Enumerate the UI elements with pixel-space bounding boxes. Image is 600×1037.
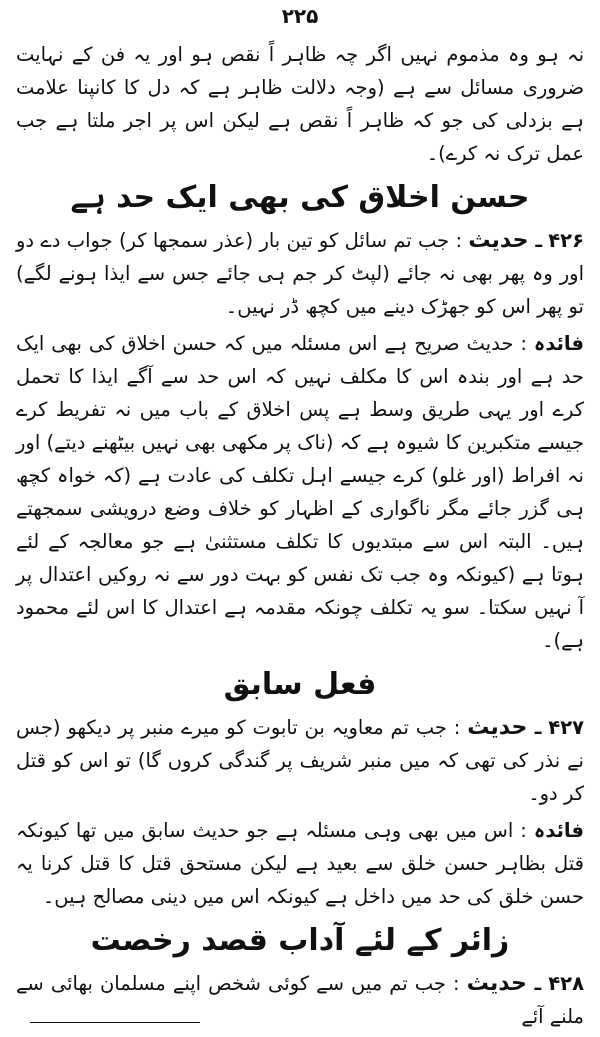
faida-label: فائدہ bbox=[533, 819, 584, 842]
page-body bbox=[16, 38, 584, 1037]
hadith-text: : جب تم معاویہ بن تابوت کو میرے منبر پر دیکھو (جس نے نذر کی تھی کہ میں منبر شریف پر گندگی کروں گا) تو اس کو قتل کر دو۔ bbox=[16, 716, 584, 805]
paragraph-text: نہ ہو وہ مذموم نہیں اگر چہ ظاہر اً نقص ہو اور یہ فن کے نہایت ضروری مسائل سے ہے (وجہ دلالت ظاہر ہے کہ دل کا کانپنا علامت ہے بزدلی کی جو کہ ظاہر اً نقص ہے لیکن اس پر اجر ملتا ہے جب عمل ترک نہ کرے)۔ bbox=[16, 43, 584, 165]
faida-1 bbox=[16, 327, 584, 657]
page-number: ۲۲۵ bbox=[281, 4, 319, 28]
section-heading-husn-akhlaq: حسن اخلاق کی بھی ایک حد ہے bbox=[70, 180, 530, 215]
hadith-label: حدیث bbox=[466, 971, 527, 996]
hadith-427: ۴۲۷ ـ حدیث : جب تم معاویہ بن تابوت کو میرے منبر پر دیکھو (جس نے نذر کی تھی کہ میں منبر شریف پر گندگی کروں گا) تو اس کو قتل کر دو۔ bbox=[16, 715, 585, 805]
hadith-number: ۴۲۷ bbox=[548, 716, 585, 739]
hadith-text: : جب تم میں سے کوئی شخص اپنے مسلمان بھائی سے ملنے آئے bbox=[16, 972, 584, 1028]
hadith-label: حدیث bbox=[467, 715, 528, 740]
hadith-text: : جب تم سائل کو تین بار (عذر سمجھا کر) جواب دے دو اور وہ پھر بھی نہ جائے (لپٹ کر جم ہی جائے جس سے ایذا ہونے لگے) تو پھر اس کو جھڑک دینے میں کچھ ڈر نہیں۔ bbox=[16, 229, 584, 318]
section-heading-fel-sabiq: فعل سابق bbox=[223, 667, 377, 702]
faida-label: فائدہ bbox=[533, 332, 584, 355]
hadith-426: ۴۲۶ ـ حدیث : جب تم سائل کو تین بار (عذر سمجھا کر) جواب دے دو اور وہ پھر بھی نہ جائے (لپٹ کر جم ہی جائے جس سے ایذا ہونے لگے) تو پھر اس کو جھڑک دینے میں کچھ ڈر نہیں۔ bbox=[16, 228, 584, 318]
faida-2 bbox=[16, 814, 584, 913]
hadith-label: حدیث bbox=[468, 228, 529, 253]
hadith-number: ۴۲۶ bbox=[548, 229, 584, 252]
hadith-428: ۴۲۸ ـ حدیث : جب تم میں سے کوئی شخص اپنے مسلمان بھائی سے ملنے آئے bbox=[16, 971, 584, 1028]
faida-text: : حدیث صریح ہے اس مسئلہ میں کہ حسن اخلاق کی بھی ایک حد ہے اور بندہ اس کا مکلف نہیں کہ اس حد سے آگے ایذا کا تحمل کرے اور یہی طریق وسط ہے پس اخلاق کے باب میں نہ تفریط کرے جیسے متکبرین کا شیوہ ہے کہ (ناک پر مکھی بھی نہیں بیٹھنے دیتے) اور نہ افراط (اور غلو) کرے جیسے اہل تکلف کی عادت ہے (کہ خواہ کچھ ہی گزر جائے مگر ناگواری کے اظہار کو خلاف وضع درویشی سمجھتے ہیں۔ البتہ اس سے مبتدیوں کا تکلف مستثنیٰ ہے جو معالجہ کے لئے ہوتا ہے (کیونکہ وہ جب تک نفس کو بہت دور سے نہ روکیں اعتدال پر آ نہیں سکتا۔ سو یہ تکلف چونکہ مقدمہ ہے اعتدال کا اس لئے محمود ہے)۔ bbox=[16, 332, 584, 652]
faida-text: : اس میں بھی وہی مسئلہ ہے جو حدیث سابق میں تھا کیونکہ قتل بظاہر حسن خلق سے بعید ہے لیکن مستحق قتل کا قتل کرنا یہ حسن خلق کی حد میں داخل ہے کیونکہ اس میں دینی مصالح ہیں۔ bbox=[16, 819, 584, 908]
section-heading-zaer-adab: زائر کے لئے آداب قصد رخصت bbox=[90, 923, 510, 958]
paragraph-continuation bbox=[16, 38, 584, 170]
hadith-number: ۴۲۸ bbox=[548, 972, 584, 995]
footnote-divider bbox=[30, 1022, 200, 1023]
